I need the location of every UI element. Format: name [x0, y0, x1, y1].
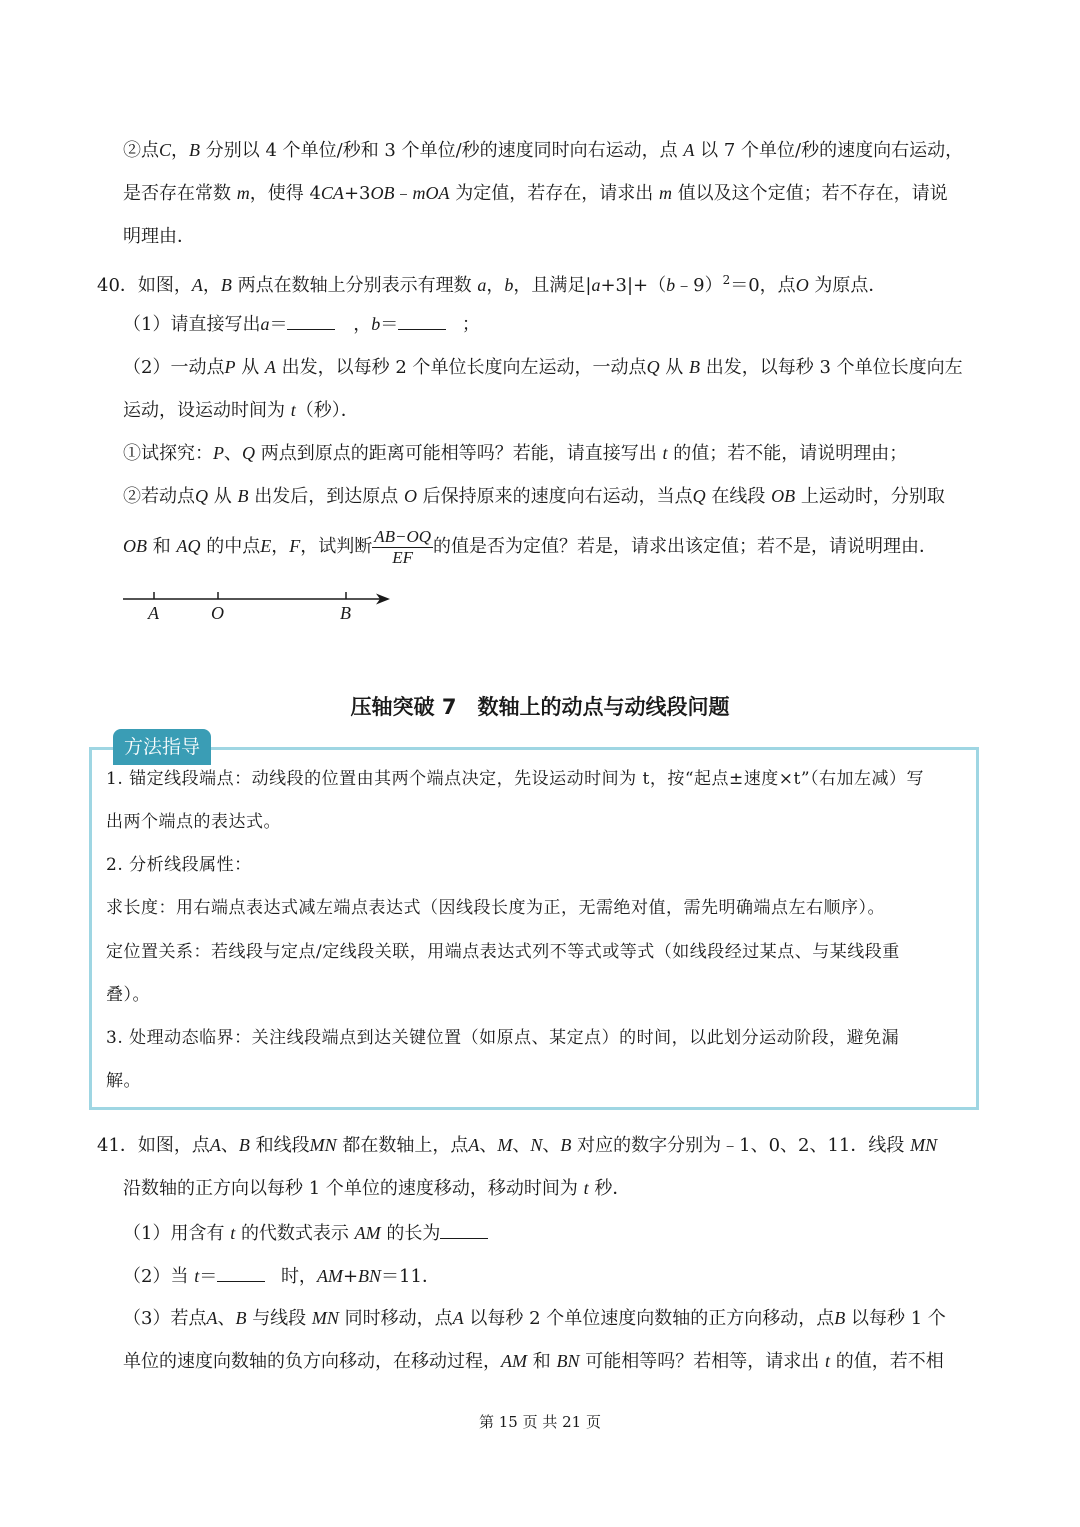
axis-label-b: B: [340, 603, 351, 623]
answer-blank-am: [440, 1220, 488, 1239]
method-line-2: 出两个端点的表达式。: [106, 812, 281, 832]
q39-part2-line3: 明理由．: [123, 226, 195, 247]
method-line-4: 求长度：用右端点表达式减左端点表达式（因线段长度为正，无需绝对值，需先明确端点左右顺序）。: [106, 898, 885, 918]
q41-part2: （2）当 t＝ 时，AM+BN＝11．: [123, 1263, 440, 1289]
axis-label-a: A: [148, 603, 159, 623]
q41-stem-line2: 沿数轴的正方向以每秒 1 个单位的速度移动，移动时间为 t 秒．: [123, 1178, 631, 1199]
method-line-7: 3. 处理动态临界：关注线段端点到达关键位置（如原点、某定点）的时间，以此划分运动阶段，避免漏: [106, 1028, 900, 1048]
q40-part1: （1）请直接写出a＝ ，b＝ ；: [123, 311, 480, 337]
answer-blank-a: [287, 311, 335, 330]
q41-stem-line1: 41．如图，点A、B 和线段MN 都在数轴上，点A、M、N、B 对应的数字分别为﹣1、0、2、11．线段 MN: [97, 1135, 938, 1156]
axis-label-o: O: [211, 603, 224, 623]
q40-part2-line2: 运动，设运动时间为 t（秒）．: [123, 400, 359, 421]
q41-part1: （1）用含有 t 的代数式表示 AM 的长为: [123, 1220, 488, 1246]
method-guide-tab: 方法指导: [113, 729, 211, 765]
q39-part2-line2: 是否存在常数 m，使得 4CA+3OB﹣mOA 为定值，若存在，请求出 m 值以及这个定值；若不存在，请说: [123, 183, 948, 204]
fraction-numerator: AB−OQ: [374, 526, 431, 546]
answer-blank-t: [217, 1263, 265, 1282]
method-line-5: 定位置关系：若线段与定点/定线段关联，用端点表达式列不等式或等式（如线段经过某点、与某线段重: [106, 942, 900, 962]
fraction-denominator: EF: [392, 547, 413, 567]
q40-sub2-line2: OB 和 AQ 的中点E，F，试判断 $\frac{AB-OQ}{EF}$ 的值是否为定值？若是，请求出该定值；若不是，请说明理由．: [123, 526, 937, 567]
method-line-6: 叠）。: [106, 985, 150, 1005]
q40-stem: 40．如图，A，B 两点在数轴上分别表示有理数 a，b，且满足|a+3|+（b﹣9）$^2$＝0，点O 为原点．: [97, 273, 887, 296]
page-footer: 第 15 页 共 21 页: [478, 1413, 601, 1431]
q40-part2-line1: （2）一动点P 从 A 出发，以每秒 2 个单位长度向左运动，一动点Q 从 B 出发，以每秒 3 个单位长度向左: [123, 357, 963, 378]
section-title: 压轴突破 7 数轴上的动点与动线段问题: [350, 695, 730, 719]
q40-sub2-line1: ②若动点Q 从 B 出发后，到达原点 O 后保持原来的速度向右运动，当点Q 在线段 OB 上运动时，分别取: [123, 486, 945, 507]
answer-blank-b: [398, 311, 446, 330]
method-guide-box: [89, 747, 979, 1110]
fraction: [372, 527, 433, 568]
method-line-8: 解。: [106, 1071, 141, 1091]
q41-part3-line1: （3）若点A、B 与线段 MN 同时移动，点A 以每秒 2 个单位速度向数轴的正方向移动，点B 以每秒 1 个: [123, 1308, 946, 1329]
q41-part3-line2: 单位的速度向数轴的负方向移动，在移动过程，AM 和 BN 可能相等吗？若相等，请求出 t 的值，若不相: [123, 1351, 944, 1372]
method-line-1: 1. 锚定线段端点：动线段的位置由其两个端点决定，先设运动时间为 t，按“起点±速度×t”（右加左减）写: [106, 769, 925, 789]
q40-sub1: ①试探究：P、Q 两点到原点的距离可能相等吗？若能，请直接写出 t 的值；若不能，请说明理由；: [123, 443, 908, 464]
number-line-figure: [118, 585, 408, 625]
method-line-3: 2. 分析线段属性：: [106, 855, 252, 875]
q39-part2-line1: ②点C，B 分别以 4 个单位/秒和 3 个单位/秒的速度同时向右运动，点 A 以 7 个单位/秒的速度向右运动，: [123, 140, 964, 161]
